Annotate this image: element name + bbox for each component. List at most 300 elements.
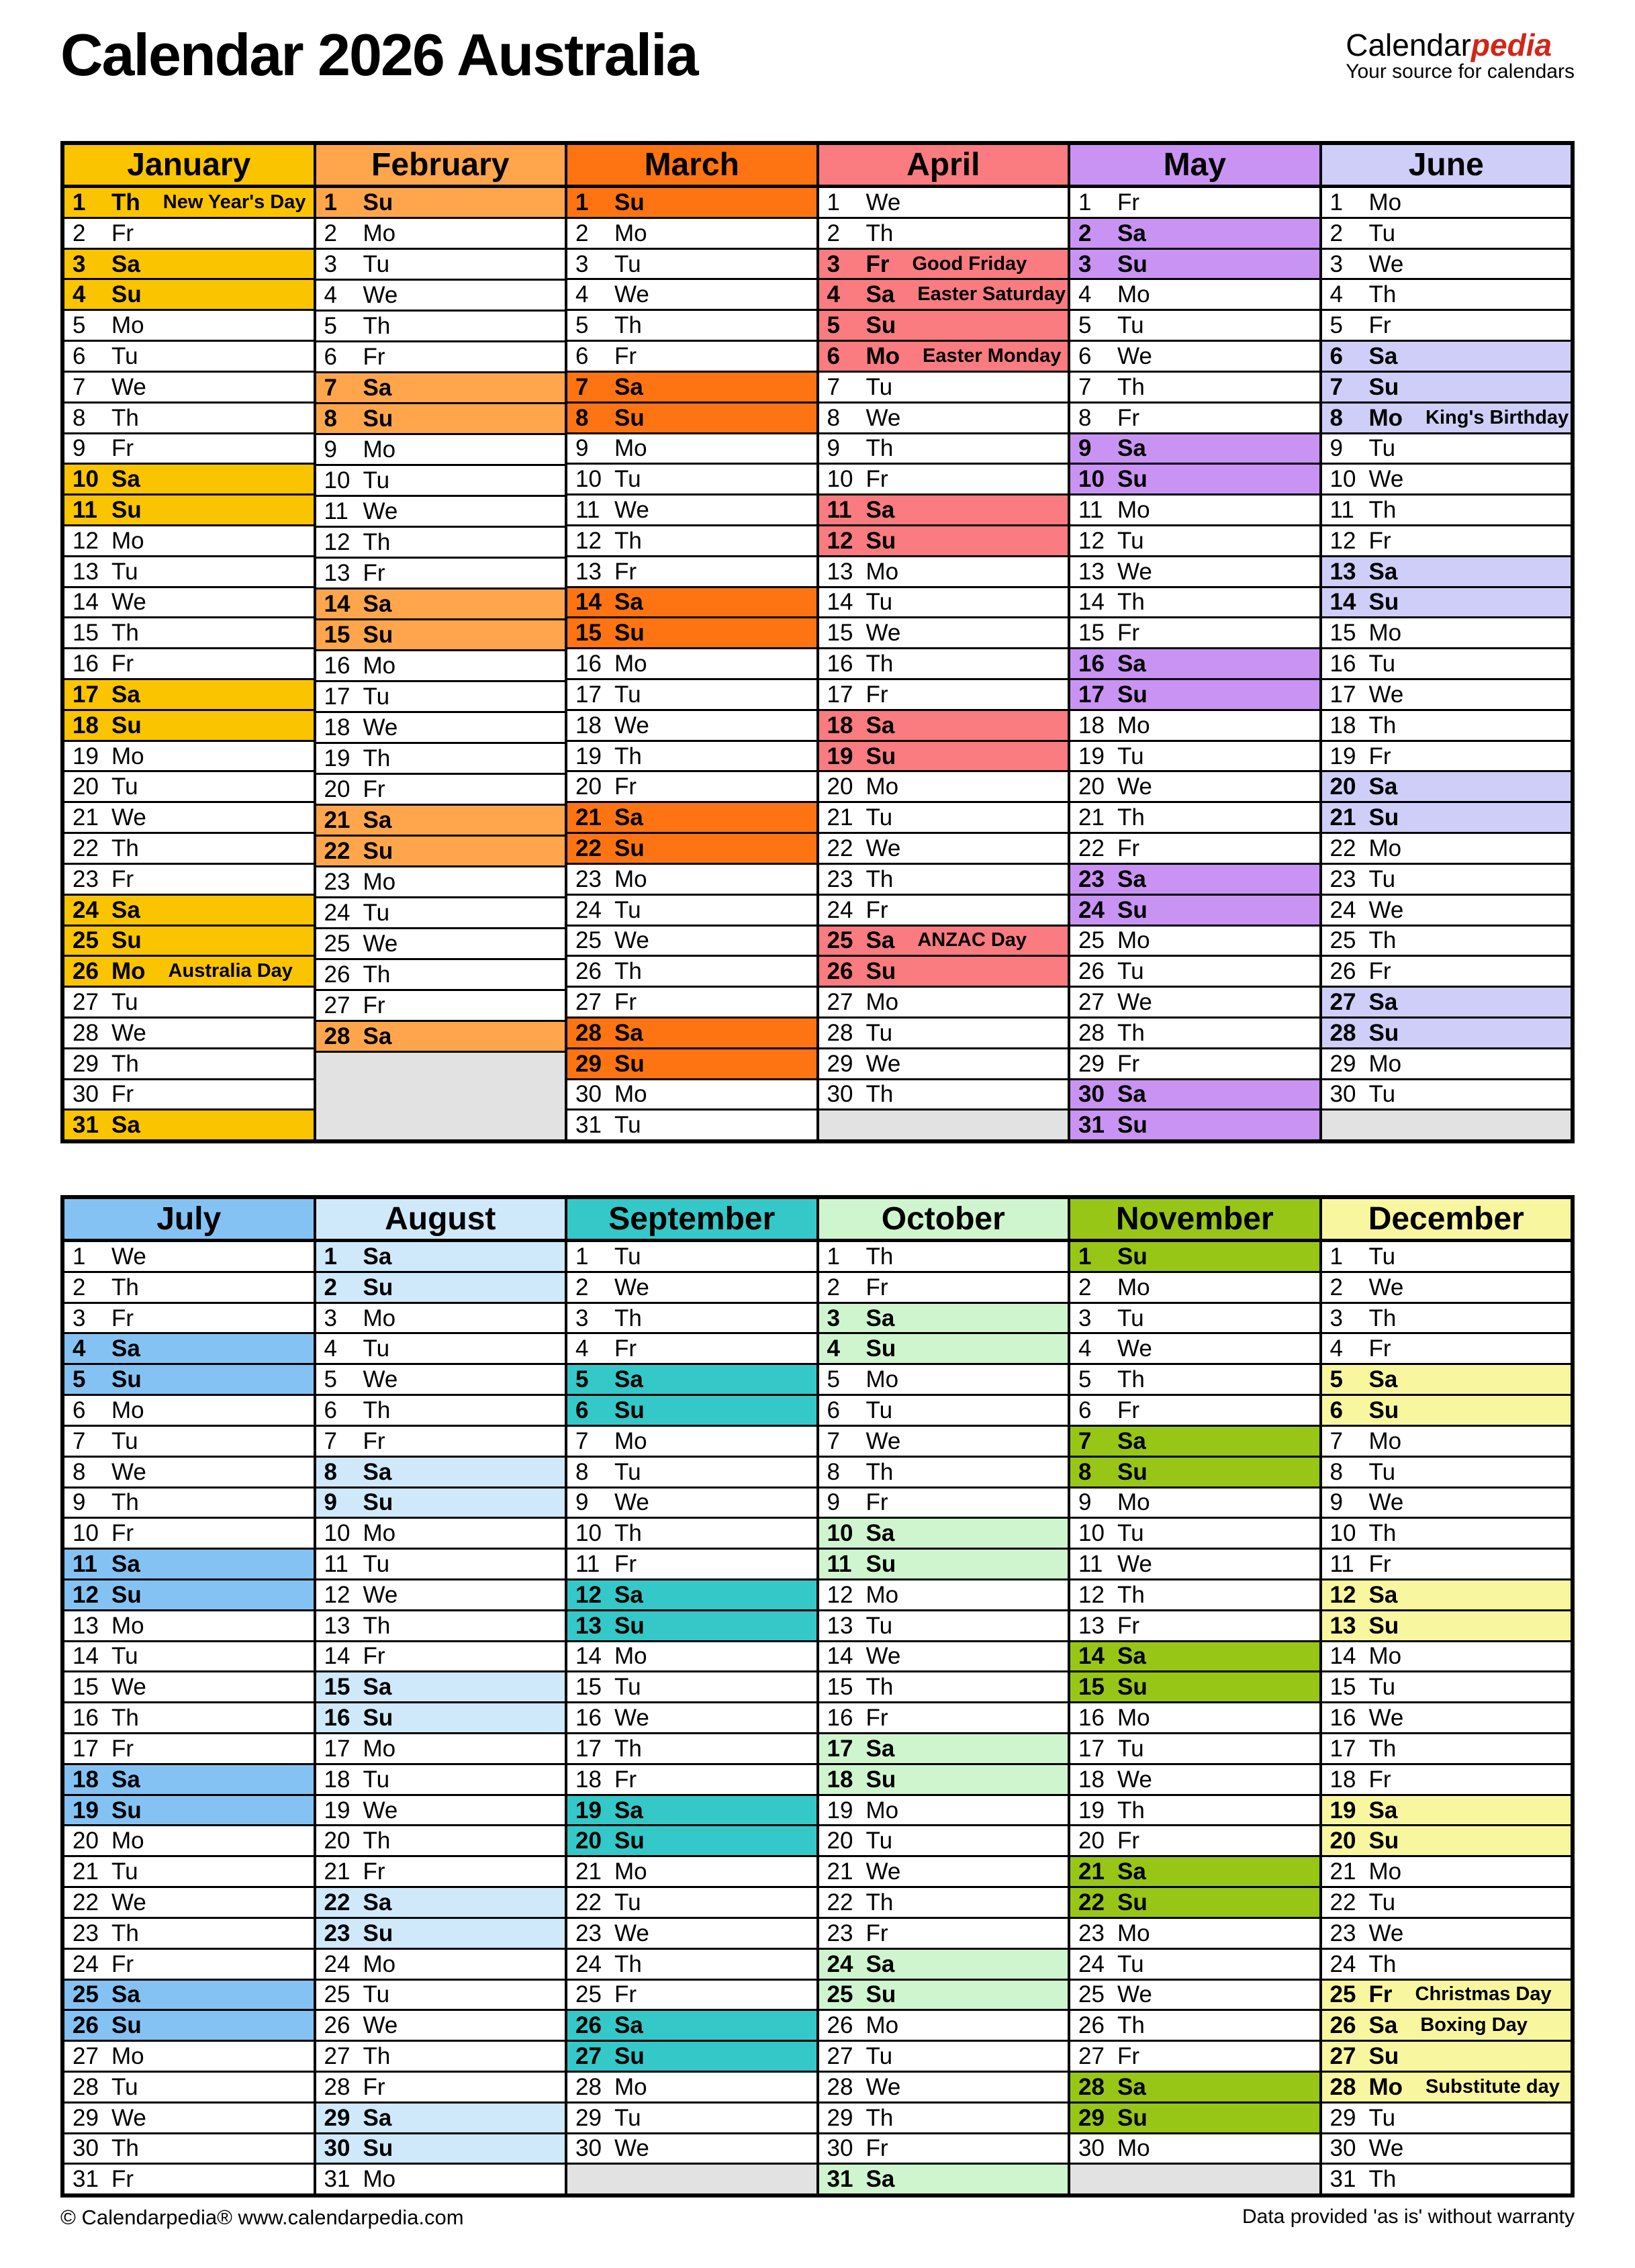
day-weekday: We bbox=[111, 589, 146, 616]
day-weekday: Su bbox=[614, 2043, 645, 2070]
day-number: 4 bbox=[1329, 1335, 1343, 1362]
day-weekday: Th bbox=[1368, 2166, 1397, 2193]
day-cell bbox=[316, 279, 565, 310]
calendar-first-half-jan-jun bbox=[60, 141, 1575, 1143]
day-number: 17 bbox=[827, 681, 853, 708]
day-number: 31 bbox=[575, 1112, 602, 1139]
day-number: 17 bbox=[324, 683, 351, 710]
day-number: 14 bbox=[73, 1643, 99, 1670]
day-number: 24 bbox=[575, 1950, 602, 1977]
day-number: 11 bbox=[575, 497, 600, 524]
day-weekday: Tu bbox=[363, 683, 390, 710]
day-number: 26 bbox=[1078, 2012, 1105, 2039]
day-number: 15 bbox=[1078, 1674, 1105, 1701]
day-weekday: Th bbox=[1368, 1735, 1397, 1762]
month-column-april bbox=[819, 145, 1071, 1139]
day-number: 31 bbox=[827, 2166, 853, 2193]
day-cell bbox=[819, 1394, 1068, 1425]
day-cell bbox=[316, 1824, 565, 1855]
day-cell bbox=[567, 309, 816, 340]
day-weekday: Th bbox=[614, 1735, 642, 1762]
day-weekday: Tu bbox=[866, 1828, 893, 1854]
day-cell bbox=[64, 986, 314, 1017]
day-cell bbox=[1322, 863, 1571, 894]
day-cell bbox=[1070, 647, 1319, 678]
day-weekday: Tu bbox=[111, 773, 138, 800]
day-number: 16 bbox=[324, 653, 351, 679]
day-cell bbox=[819, 1363, 1068, 1394]
day-number: 30 bbox=[575, 1081, 602, 1108]
day-weekday: Fr bbox=[1117, 189, 1140, 216]
day-cell bbox=[567, 678, 816, 709]
day-number: 14 bbox=[1329, 1643, 1356, 1670]
day-weekday: Tu bbox=[1368, 1889, 1396, 1916]
day-cell bbox=[1322, 432, 1571, 463]
day-weekday: We bbox=[111, 804, 146, 831]
day-number: 1 bbox=[1329, 189, 1343, 216]
day-weekday: Su bbox=[1368, 1397, 1399, 1423]
day-cell bbox=[819, 616, 1068, 647]
day-number: 10 bbox=[827, 1520, 853, 1547]
day-weekday: Mo bbox=[866, 342, 900, 369]
day-cell bbox=[64, 217, 314, 248]
day-cell bbox=[567, 1794, 816, 1825]
day-cell bbox=[567, 1242, 816, 1271]
day-cell bbox=[1070, 586, 1319, 617]
month-column-october bbox=[819, 1199, 1071, 2193]
day-weekday: Tu bbox=[1368, 2104, 1396, 2131]
day-cell bbox=[1322, 1886, 1571, 1917]
day-cell bbox=[819, 1332, 1068, 1363]
day-number: 30 bbox=[73, 2135, 99, 2162]
day-number: 29 bbox=[1078, 2104, 1105, 2131]
day-weekday: Mo bbox=[614, 1858, 647, 1885]
day-number: 12 bbox=[827, 1581, 853, 1608]
day-number: 13 bbox=[1329, 1612, 1356, 1639]
day-number: 25 bbox=[1329, 1981, 1356, 2008]
day-number: 10 bbox=[73, 466, 99, 493]
day-weekday: Su bbox=[866, 1335, 896, 1362]
day-cell bbox=[1070, 555, 1319, 586]
day-cell bbox=[316, 1732, 565, 1763]
day-cell bbox=[1322, 309, 1571, 340]
day-number: 21 bbox=[73, 804, 99, 831]
day-cell bbox=[316, 464, 565, 495]
day-number: 31 bbox=[1078, 1112, 1105, 1139]
day-cell bbox=[819, 894, 1068, 925]
day-cell bbox=[1322, 1456, 1571, 1486]
day-weekday: Th bbox=[1117, 1366, 1145, 1393]
day-number: 20 bbox=[827, 1828, 853, 1854]
day-weekday: We bbox=[363, 931, 398, 957]
day-cell bbox=[64, 1517, 314, 1548]
day-number: 7 bbox=[1329, 373, 1343, 400]
day-number: 29 bbox=[73, 2104, 99, 2131]
day-weekday: Sa bbox=[363, 375, 392, 401]
day-number: 11 bbox=[324, 1551, 348, 1578]
day-number: 23 bbox=[73, 865, 99, 892]
day-number: 17 bbox=[324, 1735, 351, 1762]
day-cell bbox=[316, 1332, 565, 1363]
day-weekday: Fr bbox=[614, 1335, 637, 1362]
day-cell bbox=[64, 340, 314, 371]
day-cell bbox=[1322, 2071, 1571, 2101]
day-number: 26 bbox=[1329, 2012, 1356, 2039]
day-weekday: Th bbox=[363, 529, 391, 555]
day-cell bbox=[1322, 1578, 1571, 1609]
day-cell bbox=[1070, 1017, 1319, 1047]
day-weekday: Fr bbox=[363, 560, 385, 586]
day-number: 3 bbox=[73, 250, 86, 277]
day-number: 2 bbox=[324, 220, 337, 246]
day-weekday: Fr bbox=[1117, 835, 1140, 861]
day-weekday: We bbox=[1368, 1489, 1404, 1516]
day-cell bbox=[1070, 1824, 1319, 1855]
day-weekday: We bbox=[1368, 681, 1404, 708]
day-number: 23 bbox=[1078, 865, 1105, 892]
day-number: 8 bbox=[575, 404, 589, 431]
day-number: 9 bbox=[324, 436, 337, 463]
day-weekday: We bbox=[111, 1458, 146, 1485]
day-weekday: Th bbox=[614, 743, 642, 769]
day-weekday: Sa bbox=[363, 1023, 392, 1049]
day-number: 8 bbox=[575, 1458, 589, 1485]
day-cell bbox=[819, 463, 1068, 493]
day-cell bbox=[1322, 1763, 1571, 1794]
day-cell bbox=[64, 925, 314, 955]
day-number: 30 bbox=[1078, 1081, 1105, 1108]
day-number: 6 bbox=[73, 342, 86, 369]
day-number: 11 bbox=[1329, 1551, 1354, 1578]
day-cell bbox=[1070, 801, 1319, 832]
day-number: 29 bbox=[324, 2104, 351, 2131]
day-number: 1 bbox=[1078, 1243, 1092, 1270]
day-weekday: Mo bbox=[111, 1612, 144, 1639]
day-weekday: Sa bbox=[866, 497, 895, 524]
day-weekday: Su bbox=[866, 1551, 896, 1578]
page-title: Calendar 2026 Australia bbox=[60, 21, 698, 88]
day-cell bbox=[1322, 1517, 1571, 1548]
day-number: 25 bbox=[827, 1981, 853, 2008]
day-number: 11 bbox=[324, 498, 348, 524]
day-weekday: Th bbox=[866, 651, 894, 677]
day-cell bbox=[1070, 955, 1319, 986]
day-number: 19 bbox=[73, 743, 99, 769]
day-cell bbox=[819, 2132, 1068, 2163]
day-cell bbox=[64, 770, 314, 801]
calendar-second-half-jul-dec bbox=[60, 1195, 1575, 2198]
day-weekday: We bbox=[866, 189, 901, 216]
day-number: 5 bbox=[1078, 1366, 1092, 1393]
day-cell bbox=[316, 2040, 565, 2071]
day-cell bbox=[64, 2101, 314, 2132]
day-cell bbox=[819, 2071, 1068, 2101]
day-cell bbox=[819, 524, 1068, 555]
day-weekday: Th bbox=[111, 404, 139, 431]
day-cell bbox=[567, 2101, 816, 2132]
day-number: 3 bbox=[1329, 250, 1343, 277]
day-weekday: Fr bbox=[866, 1274, 888, 1301]
day-number: 11 bbox=[73, 497, 97, 524]
day-cell bbox=[1070, 740, 1319, 771]
day-weekday: Fr bbox=[111, 865, 134, 892]
day-cell bbox=[819, 1732, 1068, 1763]
day-cell bbox=[567, 1979, 816, 2010]
day-cell bbox=[316, 804, 565, 835]
day-number: 6 bbox=[1078, 342, 1092, 369]
day-cell bbox=[1322, 555, 1571, 586]
copyright-text: © Calendarpedia® www.calendarpedia.com bbox=[60, 2206, 464, 2229]
day-cell bbox=[1322, 217, 1571, 248]
day-weekday: Sa bbox=[111, 896, 140, 923]
day-cell bbox=[316, 1609, 565, 1640]
day-cell bbox=[1070, 2009, 1319, 2040]
day-number: 8 bbox=[324, 406, 337, 432]
day-number: 25 bbox=[1078, 927, 1105, 954]
day-cell bbox=[64, 616, 314, 647]
day-number: 10 bbox=[575, 1520, 602, 1547]
day-cell bbox=[567, 493, 816, 524]
day-weekday: Tu bbox=[111, 989, 138, 1016]
day-number: 6 bbox=[827, 1397, 840, 1423]
day-cell bbox=[64, 647, 314, 678]
month-column-november bbox=[1070, 1199, 1322, 2193]
day-cell bbox=[819, 832, 1068, 863]
day-number: 2 bbox=[324, 1274, 337, 1301]
day-weekday: Mo bbox=[866, 2012, 899, 2039]
holiday-label: Good Friday bbox=[912, 252, 1027, 275]
day-cell bbox=[567, 371, 816, 401]
day-number: 20 bbox=[324, 1828, 351, 1854]
day-cell bbox=[316, 1517, 565, 1548]
day-number: 2 bbox=[827, 220, 840, 246]
day-number: 8 bbox=[1329, 404, 1343, 431]
day-cell bbox=[819, 1425, 1068, 1456]
day-weekday: Tu bbox=[614, 466, 641, 493]
day-number: 8 bbox=[827, 1458, 840, 1485]
day-weekday: Mo bbox=[866, 558, 899, 585]
day-number: 2 bbox=[1078, 220, 1092, 246]
day-number: 29 bbox=[73, 1050, 99, 1077]
day-number: 5 bbox=[73, 312, 86, 339]
day-number: 17 bbox=[73, 1735, 99, 1762]
day-weekday: Mo bbox=[614, 435, 647, 462]
day-cell bbox=[64, 709, 314, 740]
day-cell bbox=[1322, 278, 1571, 309]
day-weekday: Tu bbox=[363, 900, 390, 926]
day-cell bbox=[316, 1271, 565, 1302]
day-weekday: Th bbox=[1368, 1520, 1397, 1547]
day-weekday: Th bbox=[614, 1305, 642, 1331]
day-weekday: We bbox=[614, 1705, 649, 1732]
day-weekday: We bbox=[363, 714, 398, 741]
holiday-label: Christmas Day bbox=[1415, 1983, 1552, 2005]
day-number: 19 bbox=[575, 1797, 602, 1824]
month-header-august: August bbox=[316, 1199, 565, 1242]
day-number: 23 bbox=[324, 1920, 351, 1946]
day-number: 6 bbox=[324, 344, 337, 370]
day-weekday: Th bbox=[1368, 927, 1397, 954]
day-cell bbox=[819, 1017, 1068, 1047]
day-cell bbox=[567, 1456, 816, 1486]
day-weekday: Tu bbox=[1368, 435, 1396, 462]
day-cell bbox=[1070, 1517, 1319, 1548]
day-number: 9 bbox=[827, 1489, 840, 1516]
day-weekday: We bbox=[111, 373, 146, 400]
day-weekday: Mo bbox=[1117, 497, 1150, 524]
day-weekday: Sa bbox=[866, 1735, 895, 1762]
day-number: 7 bbox=[324, 375, 337, 401]
day-weekday: Sa bbox=[363, 591, 392, 617]
day-number: 9 bbox=[1329, 1489, 1343, 1516]
day-number: 19 bbox=[1329, 743, 1356, 769]
day-cell bbox=[819, 986, 1068, 1017]
day-weekday: Su bbox=[1117, 1674, 1148, 1701]
day-weekday: Fr bbox=[363, 1427, 385, 1454]
day-weekday: Su bbox=[1117, 896, 1148, 923]
day-cell bbox=[567, 248, 816, 279]
day-number: 28 bbox=[73, 1019, 99, 1046]
day-number: 17 bbox=[1329, 1735, 1356, 1762]
day-number: 1 bbox=[324, 1243, 337, 1270]
day-number: 6 bbox=[1329, 1397, 1343, 1423]
day-weekday: Sa bbox=[363, 2104, 392, 2131]
day-number: 14 bbox=[575, 589, 602, 616]
day-number: 7 bbox=[827, 1427, 840, 1454]
day-cell bbox=[567, 555, 816, 586]
day-weekday: Sa bbox=[363, 1458, 392, 1485]
day-number: 22 bbox=[1329, 1889, 1356, 1916]
day-cell bbox=[64, 1886, 314, 1917]
day-weekday: Fr bbox=[614, 773, 637, 800]
day-number: 26 bbox=[827, 2012, 853, 2039]
day-cell bbox=[1322, 463, 1571, 493]
day-cell bbox=[567, 709, 816, 740]
day-cell bbox=[1322, 955, 1571, 986]
day-weekday: Tu bbox=[1368, 1458, 1396, 1485]
day-weekday: Tu bbox=[111, 2073, 138, 2100]
day-number: 27 bbox=[73, 989, 99, 1016]
day-cell bbox=[316, 896, 565, 927]
day-number: 22 bbox=[1329, 835, 1356, 861]
day-cell bbox=[567, 1948, 816, 1979]
day-number: 5 bbox=[827, 1366, 840, 1393]
day-cell bbox=[819, 955, 1068, 986]
day-number: 2 bbox=[1329, 220, 1343, 246]
day-number: 4 bbox=[575, 281, 589, 308]
day-cell bbox=[1322, 1609, 1571, 1640]
day-number: 14 bbox=[324, 591, 351, 617]
day-weekday: Sa bbox=[111, 1981, 140, 2008]
day-weekday: Th bbox=[111, 835, 139, 861]
day-weekday: Su bbox=[1117, 1112, 1148, 1139]
day-cell bbox=[64, 493, 314, 524]
day-weekday: We bbox=[1368, 1705, 1404, 1732]
day-weekday: Mo bbox=[1368, 1858, 1402, 1885]
day-weekday: Mo bbox=[614, 1427, 647, 1454]
day-weekday: Tu bbox=[363, 1981, 390, 2008]
day-weekday: Th bbox=[111, 1489, 139, 1516]
day-number: 7 bbox=[324, 1427, 337, 1454]
day-number: 22 bbox=[324, 1889, 351, 1916]
day-number: 3 bbox=[827, 1305, 840, 1331]
day-cell bbox=[64, 2009, 314, 2040]
day-number: 25 bbox=[575, 1981, 602, 2008]
day-number: 3 bbox=[324, 1305, 337, 1331]
day-number: 20 bbox=[73, 773, 99, 800]
day-weekday: Tu bbox=[363, 251, 390, 277]
day-cell bbox=[1322, 1640, 1571, 1671]
day-cell bbox=[819, 555, 1068, 586]
day-cell bbox=[64, 1108, 314, 1139]
day-number: 25 bbox=[827, 927, 853, 954]
day-cell bbox=[64, 1763, 314, 1794]
day-weekday: Th bbox=[866, 1081, 894, 1108]
day-cell bbox=[819, 1763, 1068, 1794]
day-weekday: Su bbox=[111, 1366, 142, 1393]
day-cell bbox=[316, 711, 565, 742]
logo-text-red: pedia bbox=[1470, 28, 1552, 62]
day-weekday: Tu bbox=[1117, 1305, 1144, 1331]
day-cell bbox=[316, 557, 565, 587]
day-weekday: Su bbox=[866, 527, 896, 554]
day-weekday: Tu bbox=[111, 1427, 138, 1454]
day-cell bbox=[819, 2040, 1068, 2071]
day-cell bbox=[567, 1640, 816, 1671]
day-cell bbox=[64, 1456, 314, 1486]
day-number: 24 bbox=[73, 1950, 99, 1977]
day-number: 4 bbox=[73, 1335, 86, 1362]
day-weekday: Mo bbox=[111, 1828, 144, 1854]
day-number: 30 bbox=[827, 1081, 853, 1108]
day-number: 12 bbox=[1329, 1581, 1356, 1608]
day-cell bbox=[819, 1078, 1068, 1109]
day-cell bbox=[567, 1425, 816, 1456]
day-cell bbox=[316, 587, 565, 618]
day-weekday: We bbox=[866, 404, 901, 431]
day-cell bbox=[1322, 678, 1571, 709]
day-cell bbox=[1070, 1548, 1319, 1578]
day-number: 7 bbox=[575, 373, 589, 400]
day-cell bbox=[567, 1609, 816, 1640]
day-number: 15 bbox=[73, 1674, 99, 1701]
day-weekday: Tu bbox=[1368, 1674, 1396, 1701]
day-weekday: We bbox=[1368, 896, 1404, 923]
day-number: 12 bbox=[1329, 527, 1356, 554]
day-weekday: Fr bbox=[1368, 958, 1391, 985]
day-weekday: Su bbox=[363, 1274, 393, 1301]
day-number: 27 bbox=[324, 992, 351, 1019]
day-number: 5 bbox=[324, 313, 337, 339]
day-cell bbox=[567, 740, 816, 771]
day-weekday: Th bbox=[1368, 497, 1397, 524]
day-number: 25 bbox=[1329, 927, 1356, 954]
day-cell bbox=[316, 1886, 565, 1917]
day-cell bbox=[819, 863, 1068, 894]
day-number: 22 bbox=[73, 1889, 99, 1916]
day-number: 27 bbox=[827, 2043, 853, 2070]
day-weekday: Sa bbox=[1117, 220, 1146, 246]
day-cell bbox=[316, 989, 565, 1020]
day-weekday: Tu bbox=[111, 1643, 138, 1670]
day-cell bbox=[819, 1917, 1068, 1948]
day-weekday: Su bbox=[1368, 1612, 1399, 1639]
day-weekday: Fr bbox=[1368, 1766, 1391, 1793]
day-weekday: Mo bbox=[1117, 281, 1150, 308]
day-cell bbox=[1070, 616, 1319, 647]
day-weekday: Mo bbox=[1368, 620, 1402, 647]
day-cell bbox=[1322, 647, 1571, 678]
